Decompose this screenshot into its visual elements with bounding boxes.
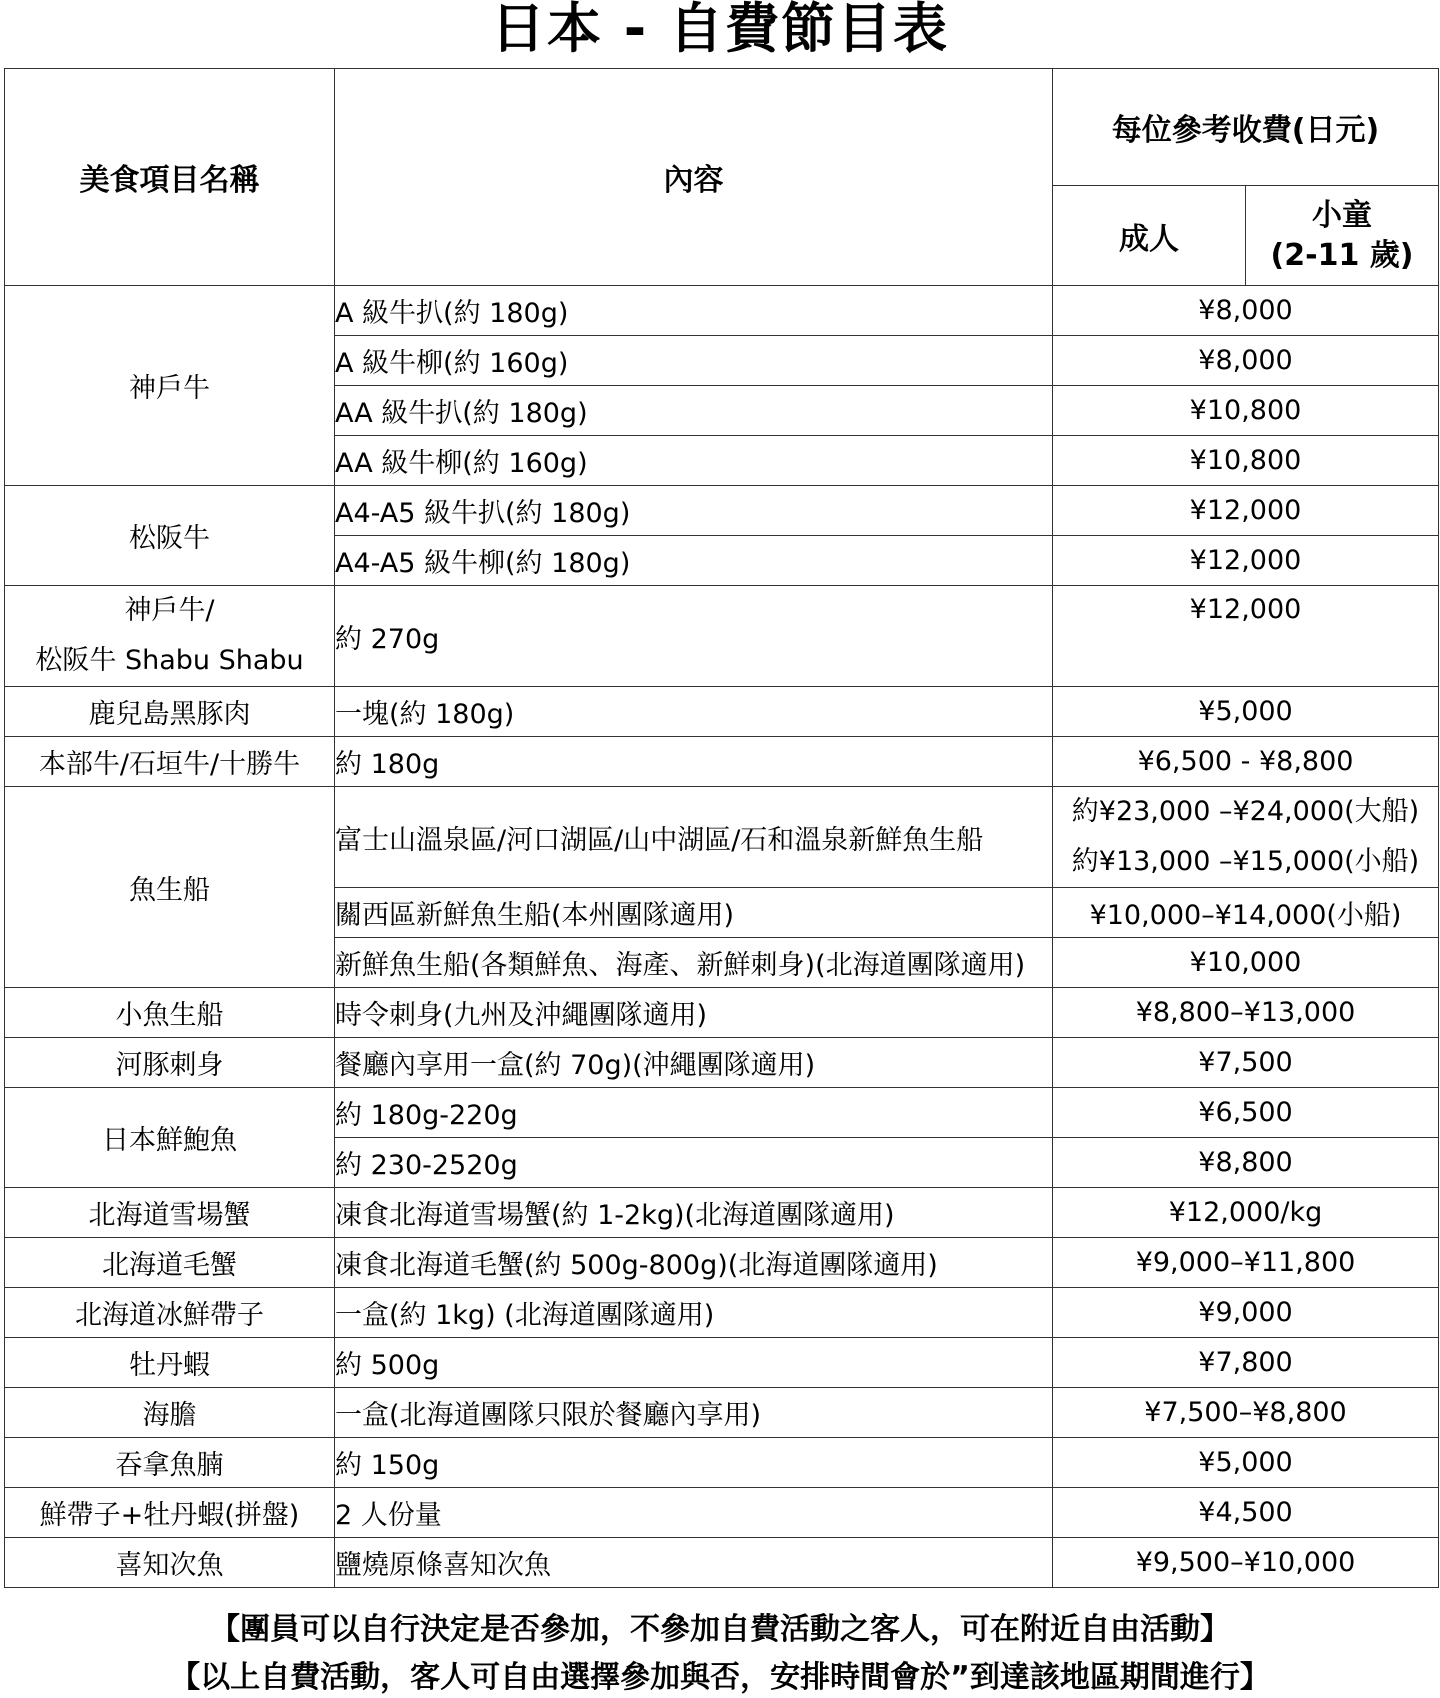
header-item-name: 美食項目名稱 (5, 69, 335, 286)
item-content: 約 180g (335, 737, 1053, 787)
item-price: ¥7,500–¥8,800 (1053, 1388, 1439, 1438)
item-content: 約 230-2520g (335, 1138, 1053, 1188)
item-content: 約 270g (335, 586, 1053, 687)
item-content: A 級牛柳(約 160g) (335, 336, 1053, 386)
item-content: 凍食北海道毛蟹(約 500g-800g)(北海道團隊適用) (335, 1238, 1053, 1288)
header-child-age: (2-11 歲) (1270, 237, 1414, 273)
price-line-small-boat: 約¥13,000 –¥15,000(小船) (1071, 846, 1420, 877)
item-price: ¥8,000 (1053, 336, 1439, 386)
item-name: 松阪牛 (5, 486, 335, 586)
item-content: 富士山溫泉區/河口湖區/山中湖區/石和溫泉新鮮魚生船 (335, 787, 1053, 888)
item-content: 餐廳內享用一盒(約 70g)(沖繩團隊適用) (335, 1038, 1053, 1088)
item-name: 神戶牛 (5, 286, 335, 486)
item-name: 本部牛/石垣牛/十勝牛 (5, 737, 335, 787)
item-name-line: 松阪牛 Shabu Shabu (35, 645, 304, 676)
header-adult: 成人 (1053, 186, 1246, 286)
item-price: ¥9,500–¥10,000 (1053, 1538, 1439, 1588)
item-content: 約 180g-220g (335, 1088, 1053, 1138)
page-title: 日本 - 自費節目表 (490, 0, 949, 60)
table-row (5, 1188, 1439, 1238)
item-name: 河豚刺身 (5, 1038, 335, 1088)
item-price: ¥8,000 (1053, 286, 1439, 336)
item-name (5, 586, 335, 687)
item-content: 關西區新鮮魚生船(本州團隊適用) (335, 888, 1053, 938)
item-content: A 級牛扒(約 180g) (335, 286, 1053, 336)
footer-note: 【團員可以自行決定是否參加，不參加自費活動之客人，可在附近自由活動】 (210, 1612, 1230, 1647)
table-row (5, 1238, 1439, 1288)
item-content: 一盒(約 1kg) (北海道團隊適用) (335, 1288, 1053, 1338)
item-content: 2 人份量 (335, 1488, 1053, 1538)
fee-table (4, 68, 1439, 1588)
table-row (5, 286, 1439, 336)
table-row (5, 1538, 1439, 1588)
item-content: 約 150g (335, 1438, 1053, 1488)
item-price: ¥12,000 (1053, 536, 1439, 586)
item-price: ¥6,500 - ¥8,800 (1053, 737, 1439, 787)
table-row (5, 737, 1439, 787)
item-price: ¥4,500 (1053, 1488, 1439, 1538)
item-content: A4-A5 級牛柳(約 180g) (335, 536, 1053, 586)
table-row (5, 1338, 1439, 1388)
table-row (5, 1388, 1439, 1438)
table-row (5, 787, 1439, 888)
footer-note: 【以上自費活動，客人可自由選擇參加與否，安排時間會於”到達該地區期間進行】 (170, 1660, 1270, 1695)
item-price: ¥10,000–¥14,000(小船) (1053, 888, 1439, 938)
table-row (5, 1088, 1439, 1138)
item-name: 鹿兒島黑豚肉 (5, 687, 335, 737)
item-content: AA 級牛柳(約 160g) (335, 436, 1053, 486)
item-price: ¥12,000 (1053, 486, 1439, 536)
item-price: ¥7,800 (1053, 1338, 1439, 1388)
item-price: ¥10,000 (1053, 938, 1439, 988)
item-name: 北海道雪場蟹 (5, 1188, 335, 1238)
item-price (1053, 787, 1439, 888)
item-content: 一塊(約 180g) (335, 687, 1053, 737)
item-content: A4-A5 級牛扒(約 180g) (335, 486, 1053, 536)
header-fee: 每位參考收費(日元) (1053, 69, 1439, 186)
table-row (5, 486, 1439, 536)
item-price: ¥12,000 (1053, 586, 1439, 687)
table-row (5, 1288, 1439, 1338)
table-row (5, 1038, 1439, 1088)
item-name: 日本鮮鮑魚 (5, 1088, 335, 1188)
item-price: ¥12,000/kg (1053, 1188, 1439, 1238)
item-price: ¥8,800–¥13,000 (1053, 988, 1439, 1038)
item-content: AA 級牛扒(約 180g) (335, 386, 1053, 436)
item-name: 吞拿魚腩 (5, 1438, 335, 1488)
table-row (5, 687, 1439, 737)
item-price: ¥10,800 (1053, 436, 1439, 486)
header-child-label: 小童 (1312, 197, 1372, 233)
item-name-line: 神戶牛/ (124, 595, 215, 626)
table-row (5, 1438, 1439, 1488)
header-content: 內容 (335, 69, 1053, 286)
item-price: ¥7,500 (1053, 1038, 1439, 1088)
item-name: 北海道冰鮮帶子 (5, 1288, 335, 1338)
item-content: 凍食北海道雪場蟹(約 1-2kg)(北海道團隊適用) (335, 1188, 1053, 1238)
item-content: 鹽燒原條喜知次魚 (335, 1538, 1053, 1588)
item-name: 海膽 (5, 1388, 335, 1438)
item-content: 新鮮魚生船(各類鮮魚、海產、新鮮刺身)(北海道團隊適用) (335, 938, 1053, 988)
header-child (1246, 186, 1439, 286)
item-price: ¥6,500 (1053, 1088, 1439, 1138)
item-name: 牡丹蝦 (5, 1338, 335, 1388)
item-price: ¥8,800 (1053, 1138, 1439, 1188)
table-row (5, 586, 1439, 687)
item-name: 鮮帶子+牡丹蝦(拼盤) (5, 1488, 335, 1538)
item-name: 喜知次魚 (5, 1538, 335, 1588)
item-name: 魚生船 (5, 787, 335, 988)
item-name: 北海道毛蟹 (5, 1238, 335, 1288)
item-price: ¥10,800 (1053, 386, 1439, 436)
item-price: ¥5,000 (1053, 687, 1439, 737)
item-content: 約 500g (335, 1338, 1053, 1388)
item-content: 一盒(北海道團隊只限於餐廳內享用) (335, 1388, 1053, 1438)
price-line-large-boat: 約¥23,000 –¥24,000(大船) (1071, 796, 1420, 827)
item-name: 小魚生船 (5, 988, 335, 1038)
table-row (5, 988, 1439, 1038)
item-price: ¥9,000 (1053, 1288, 1439, 1338)
item-price: ¥9,000–¥11,800 (1053, 1238, 1439, 1288)
item-content: 時令刺身(九州及沖繩團隊適用) (335, 988, 1053, 1038)
table-row (5, 1488, 1439, 1538)
item-price: ¥5,000 (1053, 1438, 1439, 1488)
